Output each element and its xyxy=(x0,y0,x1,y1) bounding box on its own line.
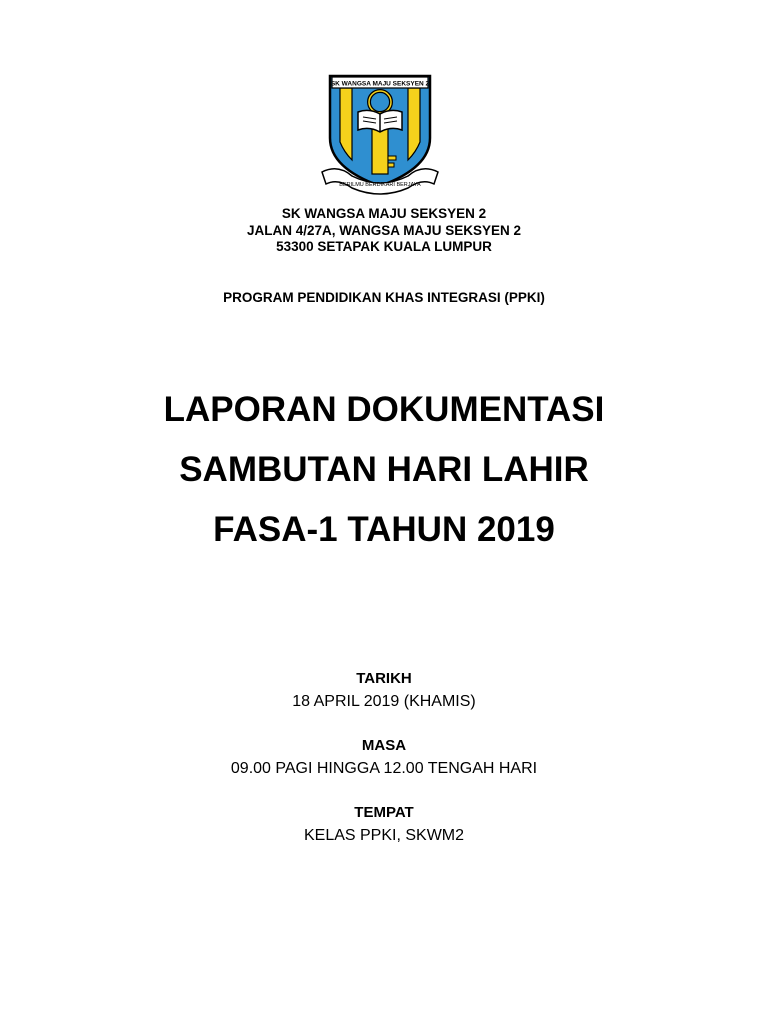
address-line-1: JALAN 4/27A, WANGSA MAJU SEKSYEN 2 xyxy=(246,222,522,238)
program-name: PROGRAM PENDIDIKAN KHAS INTEGRASI (PPKI) xyxy=(223,290,545,305)
crest-banner-text: SK WANGSA MAJU SEKSYEN 2 xyxy=(330,80,430,88)
title-line-1: LAPORAN DOKUMENTASI xyxy=(163,390,605,429)
tempat-value: KELAS PPKI, SKWM2 xyxy=(303,827,465,844)
title-line-2: SAMBUTAN HARI LAHIR xyxy=(179,450,589,489)
address-line-2: 53300 SETAPAK KUALA LUMPUR xyxy=(276,239,492,254)
masa-value: 09.00 PAGI HINGGA 12.00 TENGAH HARI xyxy=(230,760,538,777)
school-name: SK WANGSA MAJU SEKSYEN 2 xyxy=(281,206,487,221)
masa-label: MASA xyxy=(361,737,407,754)
school-crest-logo xyxy=(318,68,442,196)
tempat-label: TEMPAT xyxy=(354,804,414,821)
tarikh-value: 18 APRIL 2019 (KHAMIS) xyxy=(292,693,476,710)
crest-motto-text: BERILMU BERDIKARI BERJAYA xyxy=(339,182,421,188)
school-address-block xyxy=(0,206,768,256)
tarikh-label: TARIKH xyxy=(356,670,412,687)
title-line-3: FASA-1 TAHUN 2019 xyxy=(213,510,555,549)
